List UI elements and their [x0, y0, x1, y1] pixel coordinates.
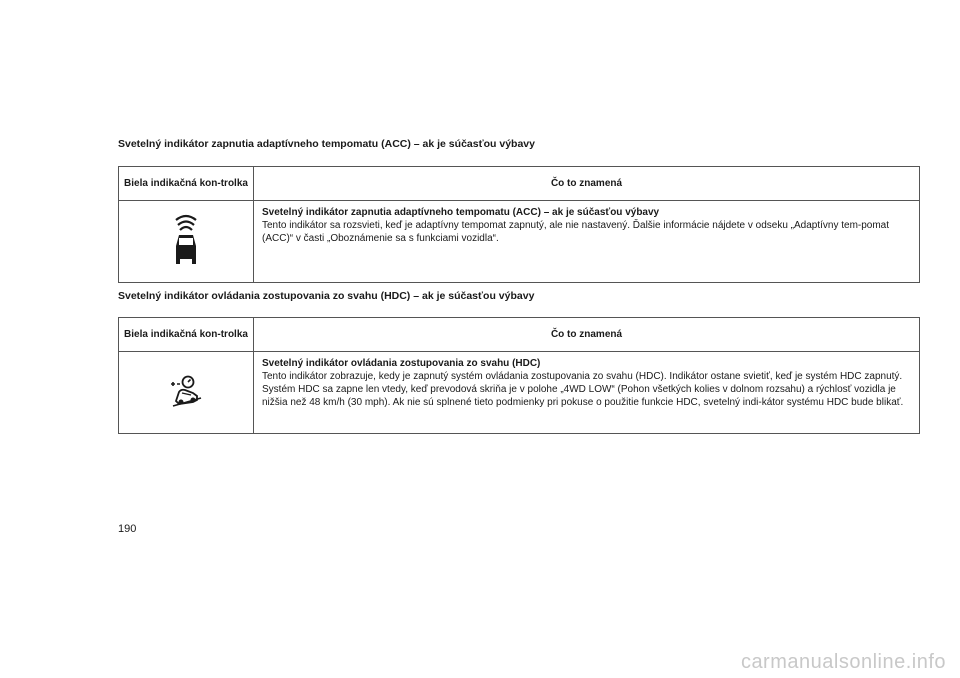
- description-title: Svetelný indikátor ovládania zostupovania zo svahu (HDC): [262, 358, 541, 369]
- indicator-table-hdc: [118, 317, 920, 434]
- description-text: Tento indikátor zobrazuje, kedy je zapnutý systém ovládania zostupovania zo svahu (HDC). Indikátor ostane svietiť, keď je systém HDC zapnutý. Systém HDC sa zapne len vtedy, keď prevodová skriňa je v polohe „4WD LOW“ (Pohon všetkých kolies v dolnom rozsahu) a rýchlosť vozidla je nižšia než 48 km/h (30 mph). Ak nie sú splnené tieto podmienky pri pokuse o použitie funkcie HDC, svetelný indi-kátor systému HDC bude blikať.: [262, 371, 904, 408]
- indicator-icon-cell: [119, 201, 254, 283]
- section-heading-hdc: Svetelný indikátor ovládania zostupovania zo svahu (HDC) – ak je súčasťou výbavy: [118, 290, 535, 302]
- hill-descent-icon: [169, 374, 203, 408]
- table-row: [119, 201, 920, 283]
- column-header-meaning: Čo to znamená: [254, 167, 920, 201]
- description-text: Tento indikátor sa rozsvieti, keď je adaptívny tempomat zapnutý, ale nie nastavený. Ďalšie informácie nájdete v odseku „Adaptívny tem-pomat (ACC)“ v časti „Oboznámenie sa s funkciami vozidla“.: [262, 220, 890, 244]
- section-heading-acc: Svetelný indikátor zapnutia adaptívneho tempomatu (ACC) – ak je súčasťou výbavy: [118, 138, 535, 150]
- column-header-meaning: Čo to znamená: [254, 318, 920, 352]
- indicator-table-acc: [118, 166, 920, 283]
- indicator-description: [254, 201, 920, 283]
- column-header-indicator: Biela indikačná kon-trolka: [119, 318, 254, 352]
- acc-car-waves-icon: [171, 211, 201, 269]
- indicator-description: [254, 352, 920, 434]
- table-row: [119, 352, 920, 434]
- indicator-icon-cell: [119, 352, 254, 434]
- page-number: 190: [118, 523, 137, 535]
- column-header-indicator: Biela indikačná kon-trolka: [119, 167, 254, 201]
- watermark: carmanualsonline.info: [740, 651, 946, 673]
- description-title: Svetelný indikátor zapnutia adaptívneho tempomatu (ACC) – ak je súčasťou výbavy: [262, 207, 660, 218]
